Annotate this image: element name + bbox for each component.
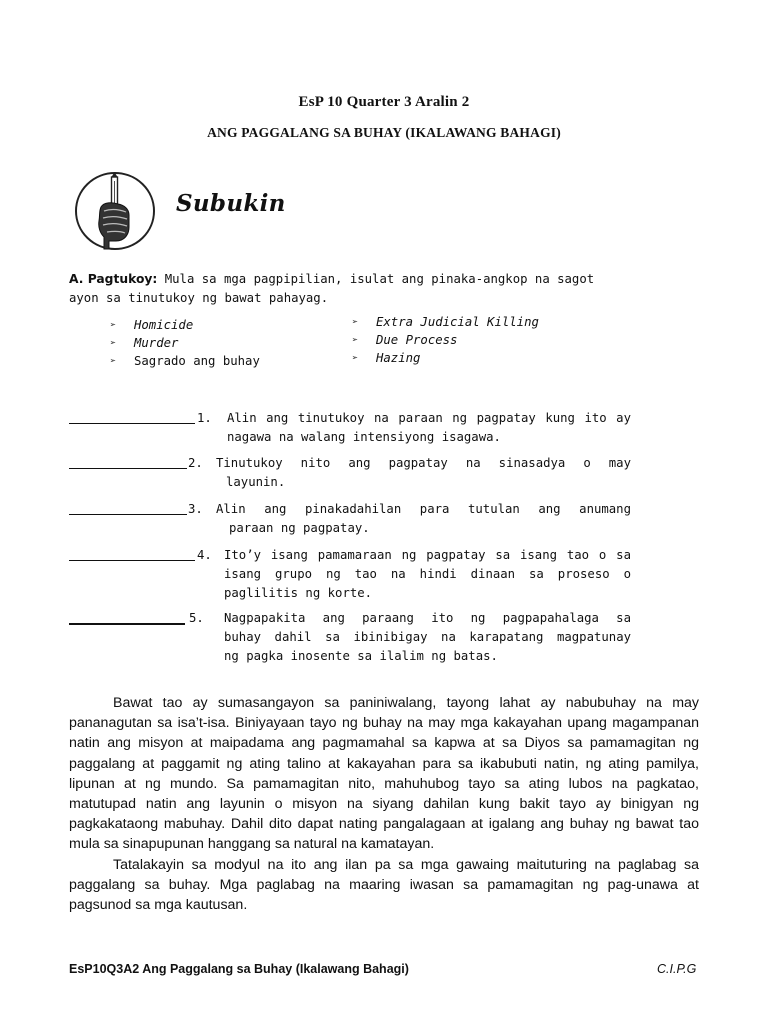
arrow-bullet-icon: ➢ (110, 337, 117, 349)
arrow-bullet-icon: ➢ (352, 316, 359, 328)
body-paragraph: Tatalakayin sa modyul na ito ang ilan pa sa mga gawaing maituturing na paglabag sa paggalang sa buhay. Mga paglabag na maaring iwasan sa pamamagitan ng pag-unawa at pagsunod sa mga kautusan. (69, 856, 699, 914)
section-heading: Subukin (176, 190, 286, 217)
answer-blank[interactable] (69, 468, 187, 469)
choice-label: Extra Judicial Killing (376, 315, 539, 329)
choice-item (352, 349, 539, 367)
instructions (69, 270, 629, 308)
question-text (224, 609, 631, 666)
question-line: Alin ang tinutukoy na paraan ng pagpatay kung ito ay (227, 411, 631, 425)
question-item (69, 454, 631, 492)
answer-blank[interactable] (69, 423, 195, 424)
question-item (69, 609, 631, 666)
arrow-bullet-icon: ➢ (110, 319, 117, 331)
question-line: isang grupo ng tao na hindi dinaan sa proseso o (224, 567, 631, 581)
question-line: Ito’y isang pamamaraan ng pagpatay sa isang tao o sa (224, 548, 631, 562)
choices-left (110, 316, 260, 370)
question-number: 3. (188, 502, 203, 516)
choices-right (352, 313, 539, 367)
choice-label: Murder (134, 336, 179, 350)
answer-blank[interactable] (69, 560, 195, 561)
question-number: 5. (189, 611, 204, 625)
question-item (69, 546, 631, 603)
choice-label: Sagrado ang buhay (134, 354, 260, 368)
choice-label: Homicide (134, 318, 194, 332)
question-item (69, 409, 631, 447)
question-line: Nagpapakita ang paraang ito ng pagpapahalaga sa (224, 611, 631, 625)
question-line: paraan ng pagpatay. (229, 521, 370, 535)
question-number: 2. (188, 456, 203, 470)
body-text (69, 693, 699, 915)
answer-blank[interactable] (69, 514, 187, 515)
question-line: nagawa na walang intensiyong isagawa. (227, 430, 501, 444)
instructions-label: A. Pagtukoy: (69, 272, 158, 286)
arrow-bullet-icon: ➢ (110, 355, 117, 367)
arrow-bullet-icon: ➢ (352, 334, 359, 346)
question-text (216, 500, 631, 538)
footer-initials: C.I.P.G (657, 962, 697, 976)
question-text (227, 409, 631, 447)
arrow-bullet-icon: ➢ (352, 352, 359, 364)
question-line: layunin. (226, 475, 286, 489)
footer-title: EsP10Q3A2 Ang Paggalang sa Buhay (Ikalawang Bahagi) (69, 962, 409, 976)
document-subtitle: ANG PAGGALANG SA BUHAY (IKALAWANG BAHAGI) (207, 125, 561, 140)
question-line: paglilitis ng korte. (224, 586, 373, 600)
answer-blank[interactable] (69, 623, 185, 625)
question-line: ng pagka inosente sa ilalim ng batas. (224, 649, 498, 663)
choice-item (352, 313, 539, 331)
choice-item (110, 352, 260, 370)
choice-item (110, 334, 260, 352)
question-text (216, 454, 631, 492)
choice-item (352, 331, 539, 349)
document-title: EsP 10 Quarter 3 Aralin 2 (298, 94, 470, 110)
question-number: 4. (197, 548, 212, 562)
question-line: Alin ang pinakadahilan para tutulan ang anumang (216, 502, 631, 516)
question-text (224, 546, 631, 603)
choice-label: Due Process (376, 333, 458, 347)
question-item (69, 500, 631, 538)
question-line: buhay dahil sa ibinibigay na karapatang magpatunay (224, 630, 631, 644)
question-line: Tinutukoy nito ang pagpatay na sinasadya o may (216, 456, 631, 470)
choice-label: Hazing (376, 351, 421, 365)
choice-item (110, 316, 260, 334)
instructions-text: Mula sa mga pagpipilian, isulat ang pinaka-angkop na sagot ayon sa tinutukoy ng bawat pahayag. (69, 272, 595, 305)
body-paragraph: Bawat tao ay sumasangayon sa paniniwalang, tayong lahat ay nabubuhay na may pananagutan sa isa’t-isa. Biniyayaan tayo ng buhay na may mga kakayahan upang magampanan natin ang misyon at maipadama ang pagmamahal sa kapwa at sa Diyos sa pamamagitan ng paggalang at paggamit ng ating talino at kakayahan para sa ikabubuti natin, ng ating pamilya, lipunan at ng mundo. Sa pamamagitan nito, mahuhubog tayo sa ating lubos na pagkatao, matutupad natin ang layunin o misyon na siyang dahilan kung bakit tayo ay binigyan ng pagkakataong mabuhay. Dahil dito dapat nating pangalagaan at igalang ang buhay ng bawat tao mula sa sinapupunan hanggang sa natural na kamatayan. (69, 695, 699, 853)
question-number: 1. (197, 411, 212, 425)
hand-holding-pencil-icon (74, 171, 156, 251)
